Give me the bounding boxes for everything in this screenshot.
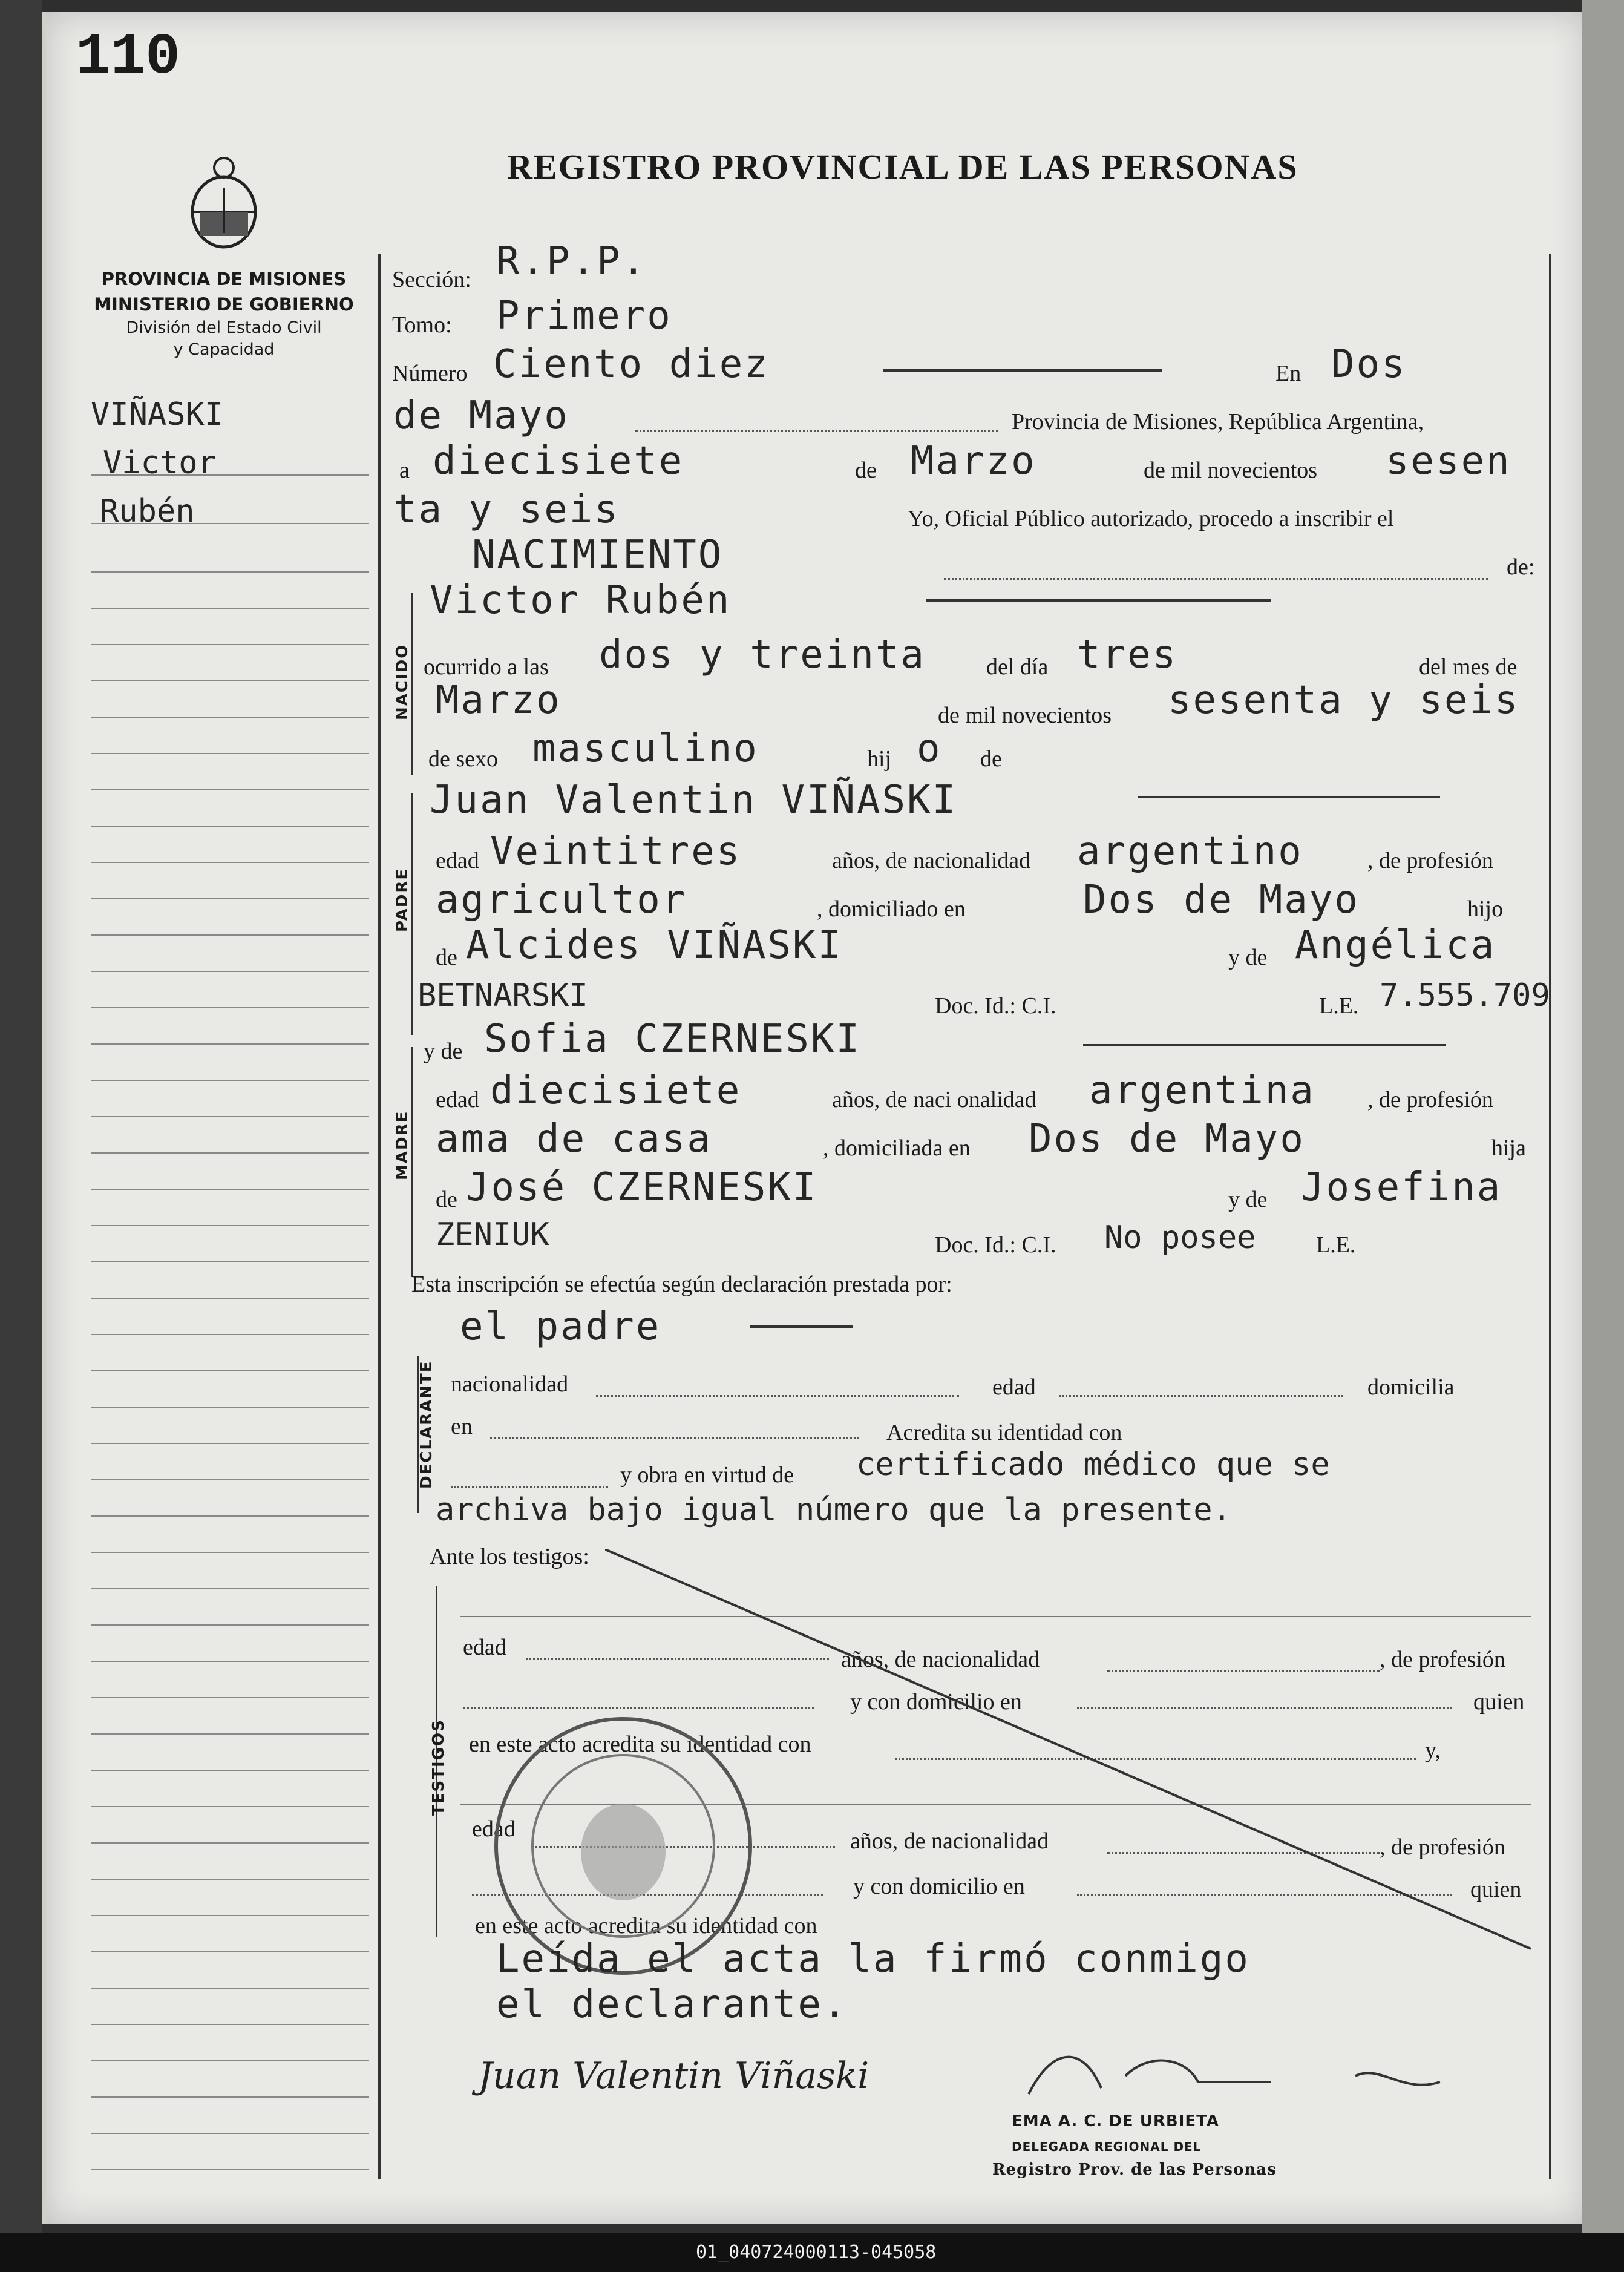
value-dia: diecisiete [433, 439, 684, 484]
office-province: PROVINCIA DE MISIONES [101, 269, 347, 289]
label-numero: Número [392, 361, 468, 386]
dotted-line [490, 1437, 859, 1439]
label-edad-t2: edad [472, 1816, 516, 1842]
value-cierre2: el declarante. [496, 1982, 848, 2027]
value-abuela-p2: BETNARSKI [417, 977, 588, 1014]
label-ante: Ante los testigos: [430, 1544, 589, 1569]
form-border-right [1549, 254, 1551, 2179]
ink-line [883, 369, 1162, 372]
value-abuelo-p: Alcides VIÑASKI [466, 923, 843, 968]
label-en: En [1275, 361, 1301, 386]
value-abuela-m1: Josefina [1301, 1165, 1502, 1210]
value-nombre: Victor Rubén [430, 578, 732, 623]
section-label-nacido: NACIDO [393, 643, 411, 720]
margin-firstname: Victor [103, 445, 217, 481]
ink-line [750, 1325, 853, 1328]
label-nac-madre: años, de naci onalidad [832, 1087, 1036, 1112]
label-de-colon: de: [1507, 554, 1535, 580]
ink-line [926, 599, 1271, 602]
value-padre-le: 7.555.709 [1380, 977, 1550, 1014]
label-edad-decl: edad [992, 1374, 1036, 1400]
ink-line [1083, 1044, 1446, 1046]
value-acto: NACIMIENTO [472, 533, 724, 577]
book-binding-left [0, 0, 42, 2272]
office-ministry: MINISTERIO DE GOBIERNO [94, 294, 354, 315]
label-doc-id-p: Doc. Id.: C.I. [935, 993, 1056, 1019]
value-declarante: el padre [460, 1304, 661, 1349]
label-edad-madre: edad [436, 1087, 479, 1112]
label-y-de-p: y de [1228, 945, 1268, 970]
label-y-de-madre: y de [424, 1039, 463, 1064]
label-acto-t1: en este acto acredita su identidad con [469, 1732, 811, 1757]
dotted-line [1059, 1395, 1343, 1397]
value-sexo: masculino [532, 726, 759, 771]
image-caption: 01_040724000113-045058 [696, 2242, 937, 2263]
dotted-line [451, 1486, 608, 1488]
value-mes-nac: Marzo [436, 678, 562, 723]
value-mes: Marzo [911, 439, 1036, 484]
value-madre-nac: argentina [1089, 1068, 1315, 1113]
label-dom-t1: y con domicilio en [850, 1689, 1022, 1715]
label-domiciliado: , domiciliado en [817, 896, 966, 922]
page-number: 110 [76, 24, 180, 90]
label-quien-t2: quien [1470, 1877, 1522, 1902]
section-label-testigos: TESTIGOS [430, 1719, 448, 1816]
label-inscripcion: Esta inscripción se efectúa según declaración prestada por: [411, 1272, 952, 1297]
value-anio1: sesen [1386, 439, 1511, 484]
value-padre-dom: Dos de Mayo [1083, 878, 1360, 922]
label-sexo: de sexo [428, 746, 499, 772]
label-domicilia: domicilia [1367, 1374, 1455, 1400]
label-nacionalidad-decl: nacionalidad [451, 1371, 569, 1397]
value-padre-prof: agricultor [436, 878, 687, 922]
value-padre-edad: Veintitres [490, 829, 742, 874]
value-virtud1: certificado médico que se [856, 1446, 1330, 1483]
label-hijo: hijo [1467, 896, 1504, 922]
book-spine-right [1582, 0, 1624, 2272]
value-en: Dos [1331, 342, 1407, 387]
value-abuela-p1: Angélica [1295, 923, 1496, 968]
label-de-mes: de [855, 458, 877, 483]
section-bar-nacido [411, 593, 413, 775]
ink-line [1138, 796, 1440, 798]
margin-middlename: Rubén [100, 493, 195, 530]
label-le-m: L.E. [1316, 1232, 1356, 1258]
label-domiciliada: , domiciliada en [823, 1135, 971, 1161]
label-tomo: Tomo: [392, 312, 452, 338]
value-madre-edad: diecisiete [490, 1068, 742, 1113]
value-madre: Sofia CZERNESKI [484, 1017, 861, 1062]
value-padre: Juan Valentin VIÑASKI [430, 778, 958, 822]
margin-surname: VIÑASKI [91, 396, 224, 433]
value-virtud2: archiva bajo igual número que la presente. [436, 1492, 1231, 1528]
label-provincia: Provincia de Misiones, República Argentina, [1012, 409, 1424, 435]
form-border-left [378, 254, 381, 2179]
label-edad-t1: edad [463, 1635, 506, 1660]
document-title: REGISTRO PROVINCIAL DE LAS PERSONAS [507, 147, 1298, 186]
label-doc-id-m: Doc. Id.: C.I. [935, 1232, 1056, 1258]
label-prof-padre: , de profesión [1367, 848, 1493, 873]
value-madre-dom: Dos de Mayo [1029, 1117, 1305, 1161]
margin-ruled-lines [91, 427, 369, 2182]
label-en-decl: en [451, 1414, 473, 1439]
label-del-mes: del mes de [1419, 654, 1518, 680]
label-prof-t2: , de profesión [1380, 1834, 1505, 1860]
value-hijo-o: o [917, 726, 942, 771]
label-hija: hija [1491, 1135, 1526, 1161]
value-madre-ci: No posee [1104, 1220, 1256, 1256]
value-seccion: R.P.P. [496, 239, 647, 284]
label-ocurrido: ocurrido a las [424, 654, 549, 680]
value-dia-nac: tres [1077, 632, 1178, 677]
label-prof-t1: , de profesión [1380, 1647, 1505, 1672]
label-hij: hij [867, 746, 892, 772]
value-numero: Ciento diez [493, 342, 770, 387]
stamp-office: Registro Prov. de las Personas [992, 2161, 1277, 2179]
coat-of-arms-icon [175, 154, 272, 251]
value-abuela-m2: ZENIUK [436, 1216, 549, 1253]
label-dom-t2: y con domicilio en [853, 1874, 1025, 1899]
label-nac-padre: años, de nacionalidad [832, 848, 1031, 873]
value-anio-nac: sesenta y seis [1168, 678, 1520, 723]
label-prof-madre: , de profesión [1367, 1087, 1493, 1112]
stamp-official-name: EMA A. C. DE URBIETA [1012, 2112, 1219, 2130]
label-y-t1: y, [1425, 1738, 1441, 1763]
label-y-de-m: y de [1228, 1187, 1268, 1212]
dotted-line [635, 430, 998, 432]
section-label-madre: MADRE [393, 1110, 411, 1180]
label-yo: Yo, Oficial Público autorizado, procedo a inscribir el [908, 506, 1394, 531]
label-quien-t1: quien [1473, 1689, 1525, 1715]
label-edad-padre: edad [436, 848, 479, 873]
value-abuelo-m: José CZERNESKI [466, 1165, 818, 1210]
caption-bar [0, 2233, 1624, 2272]
label-y-obra: y obra en virtud de [620, 1462, 794, 1488]
label-a: a [399, 458, 410, 483]
signature-official-icon [1017, 2040, 1488, 2106]
value-anio2: ta y seis [393, 487, 620, 532]
section-label-declarante: DECLARANTE [417, 1360, 436, 1489]
label-de-mil-nov: de mil novecientos [938, 703, 1112, 728]
section-bar-padre [411, 793, 413, 1035]
label-acto-t2: en este acto acredita su identidad con [475, 1913, 817, 1939]
office-division-2: y Capacidad [173, 340, 275, 359]
label-de-hijo: de [980, 746, 1002, 772]
label-le-p: L.E. [1319, 993, 1359, 1019]
value-lugar: de Mayo [393, 393, 569, 438]
label-nac-t2: años, de nacionalidad [850, 1828, 1049, 1854]
label-del-dia: del día [986, 654, 1049, 680]
section-label-padre: PADRE [393, 867, 411, 932]
signature-declarante: Juan Valentin Viñaski [478, 2055, 869, 2097]
office-header [79, 266, 369, 361]
section-bar-madre [411, 1047, 413, 1277]
dotted-line [944, 578, 1488, 580]
value-tomo: Primero [496, 294, 672, 338]
stamp-title: DELEGADA REGIONAL DEL [1012, 2139, 1202, 2154]
label-seccion: Sección: [392, 267, 471, 292]
value-padre-nac: argentino [1077, 829, 1303, 874]
label-de-abuelo-m: de [436, 1187, 457, 1212]
value-cierre1: Leída el acta la firmó conmigo [496, 1937, 1250, 1981]
dotted-line [596, 1395, 959, 1397]
label-nac-t1: años, de nacionalidad [841, 1647, 1040, 1672]
value-hora: dos y treinta [599, 632, 926, 677]
label-acredita: Acredita su identidad con [886, 1420, 1122, 1445]
value-madre-prof: ama de casa [436, 1117, 712, 1161]
label-de-mil: de mil novecientos [1144, 458, 1318, 483]
label-de-abuelo-p: de [436, 945, 457, 970]
office-division: División del Estado Civil [126, 318, 322, 337]
